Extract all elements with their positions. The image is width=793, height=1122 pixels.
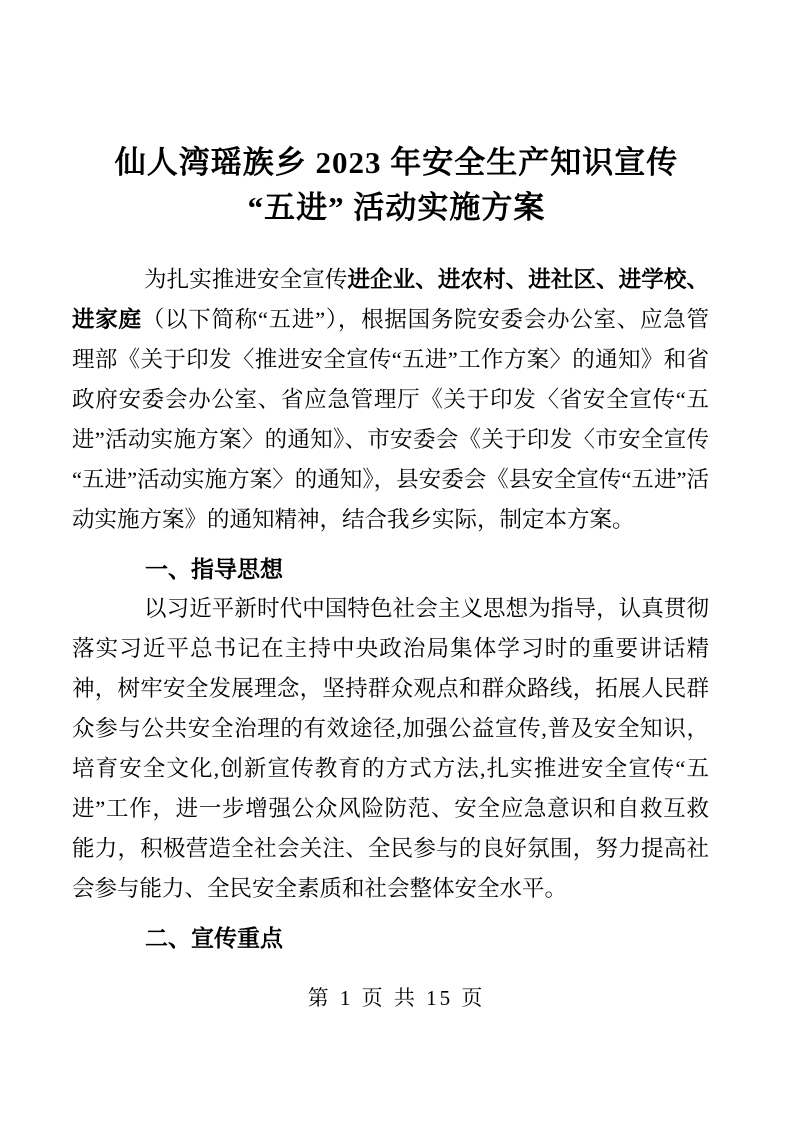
section-heading-guiding-ideology: 一、指导思想 — [145, 556, 283, 582]
title-line-2: “五进” 活动实施方案 — [247, 190, 546, 225]
document-title — [0, 0, 793, 230]
section-body-guiding-ideology: 以习近平新时代中国特色社会主义思想为指导，认真贯彻落实习近平总书记在主持中央政治局集体学习时的重要讲话精神，树牢安全发展理念，坚持群众观点和群众路线，拓展人民群众参与公共安全治理的有效途径,加强公益宣传,普及安全知识，培育安全文化,创新宣传教育的方式方法,扎实推进安全宣传“五进”工作，进一步增强公众风险防范、安全应急意识和自救互救能力，积极营造全社会关注、全民参与的良好氛围，努力提高社会参与能力、全民安全素质和社会整体安全水平。 — [72, 596, 709, 901]
intro-paragraph — [72, 260, 709, 540]
title-line-1: 仙人湾瑶族乡 2023 年安全生产知识宣传 — [114, 145, 679, 180]
page-number-footer: 第 1 页 共 15 页 — [307, 986, 486, 1010]
intro-text-rest: （以下简称“五进”），根据国务院安委会办公室、应急管理部《关于印发〈推进安全宣传“五进”工作方案〉的通知》和省政府安委会办公室、省应急管理厅《关于印发〈省安全宣传“五进”活动实施方案〉的通知》、市安委会《关于印发〈市安全宣传“五进”活动实施方案〉的通知》，县安委会《县安全宣传“五进”活动实施方案》的通知精神，结合我乡实际，制定本方案。 — [72, 307, 709, 532]
intro-text-prefix: 为扎实推进安全宣传 — [144, 267, 348, 292]
intro-bold-terms: 进企业、进农村、进社区、进学校、进家庭 — [72, 267, 709, 332]
section-heading-publicity-focus: 二、宣传重点 — [145, 925, 283, 951]
